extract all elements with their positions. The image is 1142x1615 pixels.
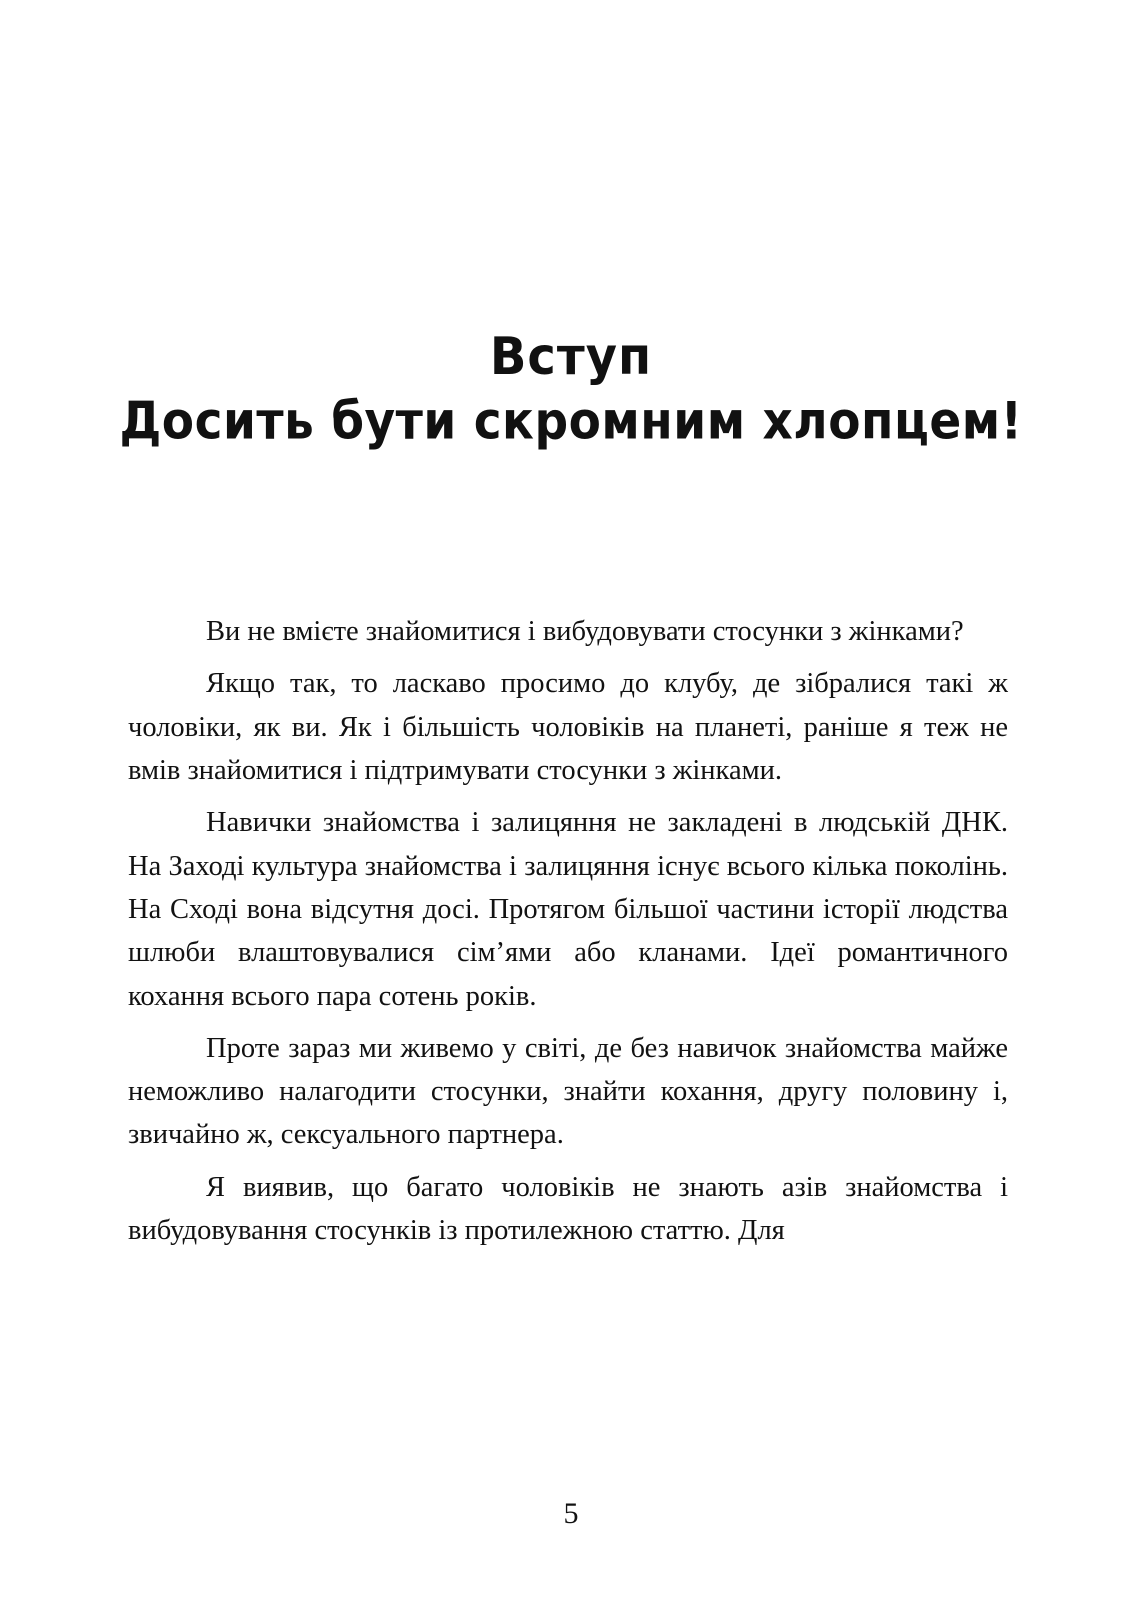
paragraph: Якщо так, то ласкаво просимо до клубу, де зібралися такі ж чоловіки, як ви. Як і більшість чоловіків на планеті, раніше я теж не вмів знайомитися і підтримувати стосунки з жінками. <box>128 668 1008 786</box>
chapter-heading <box>0 326 1142 452</box>
paragraph: Проте зараз ми живемо у світі, де без навичок знайомства майже неможливо налагодити стосунки, знайти кохання, другу половину і, звичайно ж, сексуального партнера. <box>128 1032 1008 1151</box>
page-number: 5 <box>563 1497 579 1530</box>
body-text <box>128 610 1008 1261</box>
paragraph: Я виявив, що багато чоловіків не знають азів знайомства і вибудовування стосунків із протилежною статтю. Для <box>128 1171 1008 1247</box>
chapter-label: Вступ <box>489 326 653 388</box>
chapter-title: Досить бути скромним хлопцем! <box>119 391 1023 452</box>
paragraph: Ви не вмієте знайомитися і вибудовувати стосунки з жінками? <box>206 616 964 647</box>
paragraph: Навички знайомства і залицяння не закладені в людській ДНК. На Заході культура знайомства і залицяння існує всього кілька поколінь. На Сході вона відсутня досі. Протягом більшої частини історії людства шлюби влаштовувалися сім’ями або кланами. Ідеї романтичного кохання всього пара сотень років. <box>128 807 1008 1012</box>
